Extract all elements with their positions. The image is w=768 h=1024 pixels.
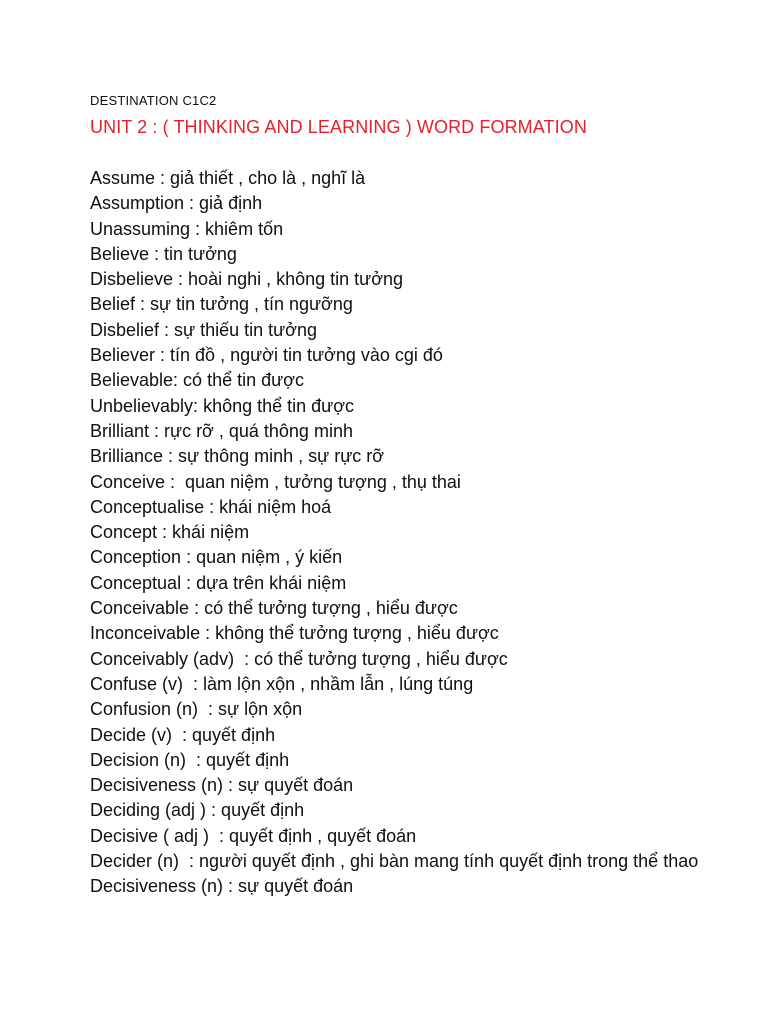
word-entry: Decider (n) : người quyết định , ghi bàn mang tính quyết định trong thể thao: [90, 851, 699, 872]
word-entry: Conceivably (adv) : có thể tưởng tượng , hiểu được: [90, 648, 508, 669]
document-page: [90, 92, 730, 900]
word-entry: Disbelief : sự thiếu tin tưởng: [90, 319, 318, 340]
word-entry: Decision (n) : quyết định: [90, 749, 290, 770]
word-entry: Belief : sự tin tưởng , tín ngưỡng: [90, 294, 353, 315]
word-entry: Unbelievably: không thể tin được: [90, 395, 355, 416]
word-entry: Conceivable : có thể tưởng tượng , hiểu được: [90, 598, 458, 619]
document-header: DESTINATION C1C2: [90, 93, 217, 108]
word-entry: Disbelieve : hoài nghi , không tin tưởng: [90, 269, 404, 290]
word-entry: Brilliant : rực rỡ , quá thông minh: [90, 420, 353, 441]
word-entry: Inconceivable : không thể tưởng tượng , hiểu được: [90, 623, 499, 644]
word-entry: Deciding (adj ) : quyết định: [90, 800, 305, 821]
word-entry: Assumption : giả định: [90, 193, 263, 214]
word-entry: Believer : tín đồ , người tin tưởng vào cgi đó: [90, 345, 443, 366]
word-entry: Decisiveness (n) : sự quyết đoán: [90, 876, 354, 897]
word-entry: Conception : quan niệm , ý kiến: [90, 547, 343, 568]
word-entry: Conceptual : dựa trên khái niệm: [90, 572, 347, 593]
word-entry: Confusion (n) : sự lộn xộn: [90, 699, 303, 720]
word-entry: Brilliance : sự thông minh , sự rực rỡ: [90, 446, 385, 467]
word-entry: Decisiveness (n) : sự quyết đoán: [90, 775, 354, 796]
word-entry: Believable: có thể tin được: [90, 370, 304, 391]
word-entry: Conceive : quan niệm , tưởng tượng , thụ thai: [90, 471, 461, 492]
word-entry: Confuse (v) : làm lộn xộn , nhầm lẫn , lúng túng: [90, 673, 474, 694]
word-entry: Believe : tin tưởng: [90, 243, 237, 264]
word-entry: Assume : giả thiết , cho là , nghĩ là: [90, 168, 366, 188]
word-entry: Concept : khái niệm: [90, 522, 250, 543]
word-entry: Decide (v) : quyết định: [90, 724, 276, 745]
word-entry: Decisive ( adj ) : quyết định , quyết đoán: [90, 825, 417, 846]
unit-title: UNIT 2 : ( THINKING AND LEARNING ) WORD FORMATION: [90, 117, 587, 137]
word-entry: Unassuming : khiêm tốn: [90, 218, 284, 239]
word-entry-list: [90, 166, 730, 900]
word-entry: Conceptualise : khái niệm hoá: [90, 496, 332, 517]
